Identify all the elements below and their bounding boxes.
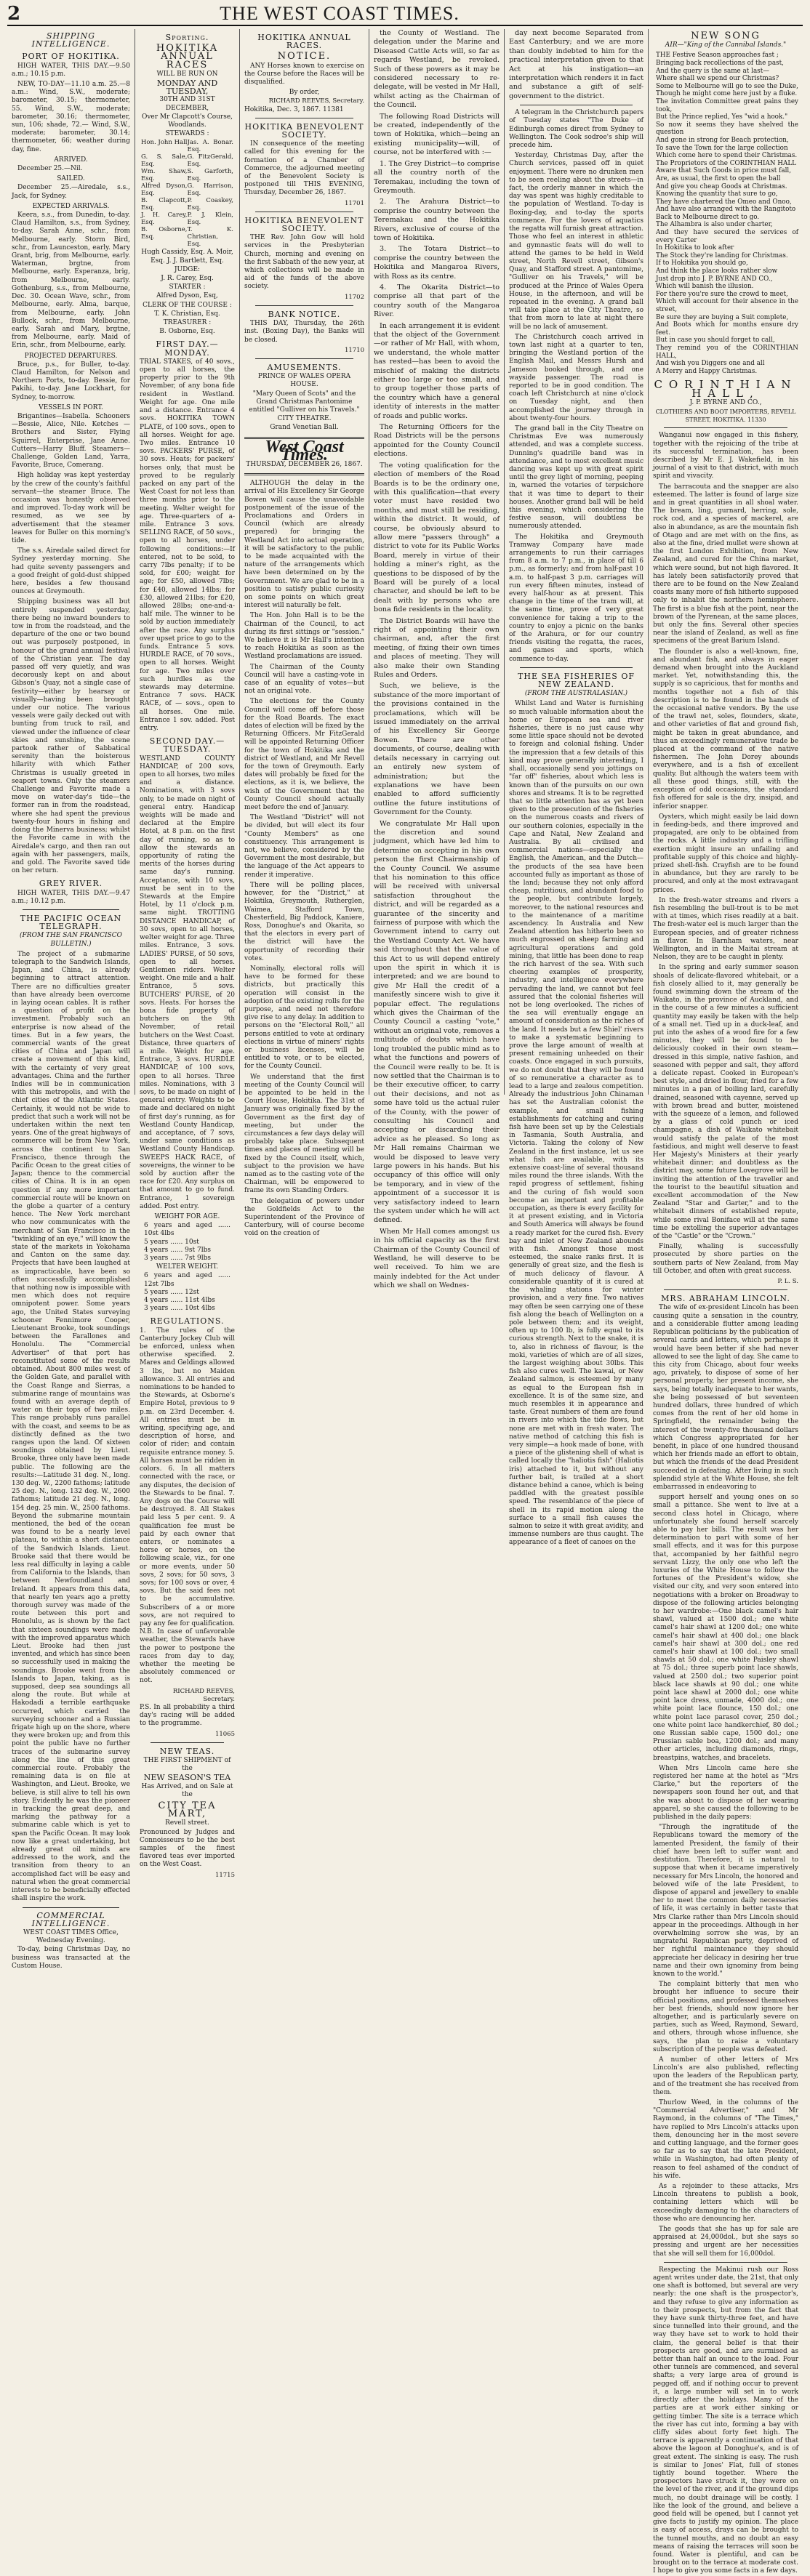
benevolent-heading-2: HOKITIKA BENEVOLENT SOCIETY. bbox=[244, 215, 364, 234]
notice-heading: NOTICE. bbox=[277, 51, 332, 63]
editorial-paragraph: When Mr Hall comes amongst us in his official capacity as the first Chairman of the County Council of Westland, he will deserve to be well received. To him we are mainly indebted for the Act under which we shall on Wednes- bbox=[374, 1227, 500, 1290]
projected-heading: PROJECTED DEPARTURES. bbox=[24, 352, 118, 360]
road-district: 2. The Arahura District—to comprise the country between the Teremakau and the Hokitika Rivers, exclusive of course of the town of Hokitika. bbox=[374, 198, 500, 242]
song-line: And gone in strong for Beach protection, bbox=[656, 136, 789, 144]
second-day-events: WESTLAND COUNTY HANDICAP, of 200 sovs, open to all horses, two miles and a distance. Nominations, with 3 sovs only, to be made on night of general entry. Handicap weights will be made and declared at the Empire Hotel, at 8 p.m. on the first day of running, so as to allow the stewards an opportunity of rating the merits of the horses during same day's running. Acceptance, with 10 sovs, must be sent in to the Stewards at the Empire Hotel, by 11 o'clock p.m. same night. TROTTING DISTANCE HANDICAP, of 30 sovs, open to all horses, welter weight for age. Three miles. Entrance, 3 sovs. LADIES' PURSE, of 50 sovs, open to all horses. Gentlemen riders. Welter weight. One mile and a half. Entrance, 5 sovs. BUTCHERS' PURSE, of 20 sovs. Heats. For horses the bona fide property of butchers on the 9th November, of retail butchers on the West Coast. Distance, three quarters of a mile. Weight for age. Entrance, 3 sovs. HURDLE HANDICAP, of 100 sovs, open to all horses. Three miles. Nominations, with 3 sovs, to be made on night of general entry. Weights to be made and declared on night of first day's running, as for Westland County Handicap, and acceptance, of 7 sovs, under same conditions as Westland County Handicap. SWEEPS HACK RACE, of sovereigns, the winner to be sold by auction after the race for £20. Any surplus on that amount to go to fund. Entrance, 1 sovereign added. Post entry. bbox=[140, 754, 235, 1210]
second-day-heading: SECOND DAY.—TUESDAY. bbox=[149, 736, 225, 754]
column-6 bbox=[649, 29, 803, 2575]
editorial-paragraph: The Westland "District" will not be divided, but will elect its four "County Members" as one constituency. This arrangement is not, we believe, considered by the Government the most desirable, but the language of the Act appears to render it imperative. bbox=[244, 814, 365, 879]
song-air: AIR—"King of the Cannibal Islands." bbox=[665, 41, 787, 49]
divider bbox=[664, 1289, 787, 1290]
commercial-office: WEST COAST TIMES Office, Wednesday Evening. bbox=[23, 1928, 119, 1945]
song-line: For there you're sure the crowd to meet, bbox=[656, 290, 788, 298]
expected-list: Keera, s.s., from Dunedin, to-day. Claud Hamilton, s.s., from Sydney, to-day. Sarah Anne, schr., from Melbourne, early. Storm Bird, schr., from Launceston, early. Mary Grant, brig, from Melbourne, early. Waterman, brgtne, from Melbourne, early. Esperanza, brig, from Melbourne, early. Gothenburg, s.s., from Melbourne, Dec. 30. Ocean Wave, schr., from Melbourne, early. Alma, barque, from Melbourne, early. John Bullock, schr., from Melbourne, early. Sarah and Mary, brgtne, from Melbourne, early. Maid of Erin, schr., from Melbourne, early. bbox=[12, 212, 130, 350]
races-notice-heading: HOKITIKA ANNUAL RACES. bbox=[257, 33, 351, 51]
fisheries-source: (FROM THE AUSTRALASIAN.) bbox=[524, 690, 628, 698]
teas-season: NEW SEASON'S TEA bbox=[143, 1773, 231, 1783]
notice-date: Hokitika, Dec. 3, 1867. 11381 bbox=[244, 105, 344, 113]
judge-name: J. R. Carey, Esq. bbox=[161, 275, 214, 283]
first-day-heading: FIRST DAY.—MONDAY. bbox=[156, 339, 219, 358]
treasurer-heading: TREASURER : bbox=[163, 319, 212, 327]
lincoln-paragraph: "Through the ingratitude of the Republicans toward the memory of the lamented President, the family of their chief have been left to suffer want and destitution. Therefore, it is natural to suppose that when it became imperatively necessary for Mrs Lincoln, the honored and beloved wife of the late President, to dispose of apparel and jewellery to enable her to meet the common daily necessaries of life, it was certainly in better taste that Mrs Clarke rather than Mrs Lincoln should appear in the proceedings. Although in her overwhelming sorrow she was, by an ungrateful Republican party, deprived of her rightful maintenance they should appreciate her delicacy in desiring her true name and their own ignominy from being known to the world." bbox=[653, 1824, 798, 1978]
news-item: A telegram in the Christchurch papers of Tuesday states "The Duke of Edinburgh comes direct from Sydney to Wellington. The Cook sodroe's ship will precede him. bbox=[509, 109, 643, 150]
steward: G. Harrison, Esq. bbox=[187, 182, 233, 198]
song-line: They remind you of the CORINTHIAN HALL, bbox=[656, 344, 798, 360]
regulations-ref: 11065 bbox=[214, 1730, 235, 1738]
song-line: Which will banish the illusion. bbox=[656, 283, 754, 291]
inport-list: Brigantines—Isabella. Schooners—Bessie, Alice, Nile. Ketches — Brothers and Sister, Flying Squirrel, Enterprise, Jane Anne. Cutters—Harry Bluff. Steamers—Challenge, Golden Land, Yarra, Favorite, Bruce, Comerang. bbox=[12, 412, 130, 470]
column-3 bbox=[240, 29, 369, 1238]
welter-heading: WELTER WEIGHT. bbox=[156, 1263, 219, 1271]
bank-notice-ref: 11710 bbox=[344, 346, 364, 354]
editorial-paragraph: The Hon. John Hall is to be the Chairman of the Council, to act during its first sittings or "session." We believe it is Mr Hall's intention to reach Hokitika as soon as the Westland proclamations are issued. bbox=[244, 612, 364, 661]
weight-heading: WEIGHT FOR AGE. bbox=[154, 1213, 220, 1220]
high-water: HIGH WATER, THIS DAY.—9.50 a.m.; 10.15 p.m. bbox=[12, 62, 130, 78]
song-line: Which will account for their absence in the street, bbox=[656, 298, 798, 313]
grey-river-heading: GREY RIVER. bbox=[39, 879, 103, 889]
races-will-be-run: WILL BE RUN ON bbox=[156, 70, 218, 78]
editorial-paragraph: Nominally, electoral rolls will have to be formed for these districts, but practically this operation will consist in the adoption of the existing rolls for the purpose, and need not therefore give rise to any delay. In addition to persons on the "Electoral Roll," all persons entitled to vote at ordinary elections in virtue of miners' rights or business licenses, will be entitled to vote, or to be elected, for the County Council. bbox=[244, 965, 364, 1071]
sailed-list: December 25.—Airedale, s.s., Jack, for Sydney. bbox=[12, 184, 130, 200]
editorial-paragraph: There will be polling places, however, for the "District," at Hokitika, Greymouth, Rutherglen, Waimea, Stafford Town, Chesterfield, Big Paddock, Kaniere, Ross, Donoghue's and Okarita, so that the electors in every part of the district will have the opportunity of recording their votes. bbox=[244, 881, 364, 962]
teas-street: Revell street. bbox=[165, 1819, 209, 1827]
fisheries-article: Whilst Land and Water is furnishing so much valuable information about the home or European sea and river fisheries, there is no just cause why some little space should not be devoted to foreign and colonial fishing. Under the impression that a few details of this kind may prove generally interesting, I shall, occasionally send you jottings on "far off" fisheries, about which less is known than of the pursuits on our own shores and streams. It is to be regretted that so little attention has as yet been given to the prosecution of the fisheries on the numerous coasts and rivers of our southern colonies, especially in the Cape and Natal, New Zealand and Australia. By all civilised and commercial nations—especially the English, the American, and the Dutch—the products of the sea have been accounted fully as important as those of the land; because they not only afford cheap, nutritious, and abundant food to the people, but contribute largely, moreover, to the national resources and to the maintenance of a maritime ascendency. In Australia and New Zealand attention has hitherto been so much engrossed on sheep farming and agricultural operations and gold mining, that little has been done to reap the rich harvest of the sea. With such cheering examples of prosperity, industry, and intelligence everywhere pervading the land, we cannot but feel assured that the colonial fisheries will not be long overlooked. The riches of the sea will eventually engage an amount of consideration as the riches of the land. It needs but a few Shiel' rivers to make a systematic beginning to prove the large amount of wealth at present remaining unheeded on their coasts. Once engaged in such pursuits, we do not doubt that they will be found of so remunerative a character as to lead to a large and zealous competition. Already the industrious John Chinaman has set the Australian colonist the example, and small fishing establishments for catching and curing fish have been set up by the Celestials in Tasmania, South Australia, and Victoria. Taking the colony of New Zealand in the first instance, let us see what fish are available, with its extensive coast-line of several thousand miles round the three islands. With the rapid progress of settlement, fishing and the curing of fish would soon become an important and profitable occupation, as there is every facility for it at present existing, and in Victoria and South America will always be found a ready market for the cured fish. Every bay and inlet of New Zealand abounds with fish. Amongst those most esteemed, the snake ranks first. It is generally of great size, and the flesh is of much delicacy of flavour. A considerable quantity of it is cured at the whaling stations for winter provision, and a very fine. Two natives may often be seen carrying one of these fish along the beach of Wellington on a pole between them; and its weight, often up to 100 lb, is fully equal to its curious strength. Next to the snake, it is to, also in richness of flavour, is the moki, varieties of which are of all sizes, the largest weighing about 30lbs. This fish also cures well. The kawai, or New Zealand salmon, is esteemed by many as equal to the European fish in excellence. It is of the same size, and much resembles it in appearance and taste. Great numbers of them are found in rivers into which the tide flows, but none are met with in fresh water. The native method of catching this fish is very simple—a hook made of bone, with a piece of the glistening shell of what is called locally the "haliotis fish" (Haliotis iris) attached to it, but without any further bait, is trailed at a short distance behind a canoe, which is being paddled with the greatest possible speed. The resemblance of the piece of shell in its rapid motion along the surface to a small fish causes the salmon to seize it with great avidity, and immense numbers are thus caught. The appearance of a fleet of canoes on the bbox=[509, 700, 643, 1547]
telegraph-source: (FROM THE SAN FRANCISCO BULLETIN.) bbox=[20, 932, 122, 948]
column-5 bbox=[505, 29, 649, 1547]
notice-body: ANY Horses known to exercise on the Course before the Races will be disqualified. bbox=[244, 62, 364, 86]
column-4 bbox=[369, 29, 505, 1290]
lincoln-paragraph: The complaint bitterly that men who brought her influence to secure their official positions, and professed themselves her best friends, should now ignore her altogether, and is particularly severe on parties, such as Weed, Raymond, Seward, and others, through whose influence, she says, the plan to raise a voluntary subscription of the people was defeated. bbox=[653, 1981, 798, 2053]
song-line: And the query is the same at last— bbox=[656, 67, 770, 75]
columns bbox=[7, 29, 803, 2575]
song-line: A Merry and Happy Christmas. bbox=[656, 367, 758, 375]
column-2 bbox=[135, 29, 240, 1879]
welter-table bbox=[140, 1272, 235, 1313]
divider bbox=[255, 305, 353, 306]
editorial-flag: West Coast Times. bbox=[265, 437, 344, 464]
column-1 bbox=[7, 29, 135, 1970]
lincoln-paragraph: Thurlow Weed, in the columns of the "Commercial Advertiser," and Mr Raymond, in the columns of "The Times," have replied to Mrs Lincoln's attacks upon them, denouncing her in the most severe and cutting language, and the former goes so far as to say that the late President, while in Washington, had often plenty of reason to feel ashamed of the conduct of his wife. bbox=[653, 2098, 798, 2180]
steward: B. Osborne, Esq. bbox=[141, 226, 188, 241]
editorial-paragraph: We congratulate Mr Hall upon the discretion and sound judgment, which have led him to determine on accepting in his own person the first Chairmanship of the County Council. We assume that his nomination to this office will be received with universal satisfaction throughout the district, and will be regarded as a guarantee of the sincerity and fairness of purpose with which the Government intend to carry out the Westland County Act. We have said throughout that the value of this Act to us will depend entirely upon the spirit in which it is interpreted; and we are bound to give Mr Hall the credit of a manifestly sincere wish to give it popular effect. The regulations which gives the Chairman of the County Council a casting "vote," without an original vote, removes a multitude of doubts which have long troubled the public mind as to what the functions and powers of the Council were really to be. It is now settled that the Chairman is to be their executive officer, to carry out their decisions, and not as some have told us the actual ruler of the County, with the power of consulting his Council and accepting or discarding their advice as he pleased. So long as Mr Hall remains Chairman we would be disposed to leave very large powers in his hands. But his occupancy of this office will only be temporary, and in view of the appointment of a successor it is very satisfactory indeed to learn the system under which he will act defined. bbox=[374, 819, 500, 1225]
corinthian-proprietor: J. P. BYRNE AND CO., bbox=[689, 398, 762, 406]
shipping-paragraph: The s.s. Airedale sailed direct for Sydney yesterday morning. She had quite seventy passengers and a good freight of gold-dust shipped here, besides a few thousand ounces at Greymouth. bbox=[12, 547, 130, 596]
song-line: Are, as usual, the first to open the ball bbox=[656, 174, 781, 182]
lincoln-paragraph: When Mrs Lincoln came here she registered her name at the hotel as "Mrs Clarke," but the reporters of the newspapers soon found her out, and that she was about to dispose of her wearing apparel, so she caused the following to be published in the daily papers: bbox=[653, 1764, 798, 1822]
regulations-heading: REGULATIONS. bbox=[150, 1316, 225, 1327]
song-line: And Boots which for months ensure dry feet. bbox=[656, 321, 798, 337]
steward: Alfred Dyson, Esq. bbox=[141, 182, 188, 198]
lincoln-heading: MRS. ABRAHAM LINCOLN. bbox=[661, 1294, 790, 1304]
song-line: They have chartered the Omeo and Onoo, bbox=[656, 198, 792, 206]
welter-row: 6 years and aged ...... 12st 7lbs bbox=[144, 1272, 230, 1288]
notice-order: By order, bbox=[289, 89, 320, 97]
fisheries-paragraph: The barracouta and the snapper are also esteemed. The latter is found of large size and in great quantities in all shoal water. The bream, ling, gurnard, herring, sole, rock cod, and a species of mackerel, are also in abundance, as are the mountain fish of Otago and are met with on the fins, as also at the fine, dried mullet were shown at the first London Exhibition, from New Zealand, and cured for the China market, which were sound, but not high flavored. It has lately been satisfactorily proved that there are to be found on the New Zealand coasts many more of fish hitherto supposed only to inhabit the northern hemisphere. The first is a blue fish at the point, near the brown of the Pyrenean, at the same places, but only the fins. Several other species near the island of Zealand, as well as fine specimens of the great Barium Island. bbox=[653, 483, 798, 645]
road-district: 3. The Totara District—to comprise the country between the Hokitika and Mangaroa Rivers, with Ross as its centre. bbox=[374, 245, 500, 281]
steward: P. J. Klein, Esq. bbox=[187, 212, 233, 227]
fisheries-paragraph: In the spring and early summer season shoals of delicate-flavored whitebait, or a fish closely allied to it, may generally be found swimming down the stream of the Waikato, in the province of Auckland, and in the course of a few minutes a sufficient quantity may easily be taken with the help of a small net. Tied up in a duck-leaf, and put into the ashes of a wood fire for a few minutes, they will be found to be deliciously cooked in their own steam—dressed in this simple, native fashion, and seasoned with pepper and salt, they afford a delicate repast. Cooked in European's best style, and dried in flour, fried for a few minutes in a pan of boiling lard, carefully drained, seasoned with cayenne, served up with brown bread and butter, moistened with the squeeze of a lemon, and followed by a glass of cold punch or iced champagne, a dish of Waikato whitebait would satisfy the palate of the most fastidious, and might well deserve to feast Her Majesty's Ministers at their yearly whitebait dinner; and doubtless as the district may, some future Lovegrove will be inviting the attention of the traveller and the tourist to the beautiful situation and excellent accommodation of the New Zealand "Star and Garter," and to the whitebait dinners of established repute, while some rival Boniface will at the same time be extolling the superior advantages of the "Castle" or the "Crown." bbox=[653, 964, 798, 1241]
arrived-heading: ARRIVED. bbox=[54, 156, 88, 164]
page-number: 2 bbox=[7, 3, 21, 25]
news-item: The grand ball in the City Theatre on Christmas Eve was numerously attended, and was a complete success. Dunning's quadrille band was in attendance, and to most excellent music dancing was kept up with great spirit until the grey light of morning, peeping in, warned the votaries of terpsichore that it was time to depart to their houses. Another grand ball will be held this evening, which considering the festive season, will doubtless be numerously attended. bbox=[509, 424, 643, 531]
stewards-list bbox=[140, 139, 235, 248]
opera-house-program: "Mary Queen of Scots" and the Grand Christmas Pantomime entitled "Gulliver on his Travels." bbox=[249, 390, 360, 414]
editorial-paragraph: The elections for the County Council will come off before those for the Road Boards. The exact dates of election will be fixed by the Returning Officers. Mr FitzGerald will be appointed Returning Officer for the town of Hokitika and the district of Westland, and Mr Revell for the town of Greymouth. Early dates will probably be fixed for the elections, as it is, we believe, the wish of the Government that the County Council should actually meet before the end of January. bbox=[244, 698, 364, 812]
races-days: MONDAY AND TUESDAY, bbox=[156, 79, 218, 97]
makinui-rush-report: Respecting the Makinui rush our Ross agent writes under date, the 21st, that only one shaft is bottomed, but several are very nearly: the one shaft is the prospector's, and they refuse to give any information as to their prospects, but from the fact that they have sunk thirty-three feet, and have since tunnelled into their ground, and the way they have set to work to hold their claim, the general belief is that their prospects are good, and are surmised as better than half an ounce to the load. Four other tunnels are commenced, and several shafts; a very large area of ground is pegged off, and if nothing occur to prevent it, a large number will set in to work directly after the holidays. Many of the parties are at work either sinking or getting timber. The site is a terrace which the river has cut into, forming a bay with cliffy sides about forty feet high. The terrace is apparently a continuation of that above the lagoon at Donoghue's, and is of great extent. The sinking is easy. The rush is similar to Jones' Flat, full of stones tightly bound together. Where the prospectors have struck it, they were on the level of the river, and if the ground dips much, no doubt drainage will be costly. I like the look of the ground, and believe a good field will be opened, but I cannot yet give facts to justify my opinion. The place is easy of access, drays can be brought to the tunnel mouths, and no doubt an easy means of raising the terraces will soon be found. Water is plentiful, and can be brought on to the terrace at moderate cost. I hope to give you some facts in a few days. bbox=[653, 2266, 798, 2575]
teas-body: Pronounced by Judges and Connoisseurs to be the best samples of the finest flavored teas ever imported on the West Coast. bbox=[140, 1828, 235, 1869]
divider bbox=[520, 667, 633, 668]
corinthian-hall-title: CORINTHIAN HALL, bbox=[654, 378, 798, 400]
weight-row: 5 years ...... 10st bbox=[144, 1238, 199, 1246]
song-line: Some to Melbourne will go to see the Duke, bbox=[656, 82, 798, 90]
song-line: Which come here to spend their Christmas. bbox=[656, 152, 798, 160]
telegraph-heading: THE PACIFIC OCEAN TELEGRAPH. bbox=[20, 913, 122, 932]
weight-row: 6 years and aged ...... 10st 4lbs bbox=[144, 1222, 230, 1238]
road-district: 4. The Okarita District—to comprise all that part of the country south of the Mangaroa River. bbox=[374, 283, 500, 319]
lincoln-paragraph: A number of other letters of Mrs Lincoln's are also published, reflecting upon the leaders of the Republican party, and of the treatment she has received from them. bbox=[653, 2056, 798, 2096]
editorial-paragraph: Such, we believe, is the substance of the more important of the provisions contained in the proclamations, which will be issued immediately on the arrival of his Excellency Sir George Bowen. There are other documents, of course, dealing with details necessary in carrying out an entirely new system of administration; but the explanations we have been enabled to afford sufficiently outline the future institutions of Government for the County. bbox=[374, 682, 500, 817]
fisheries-paragraph: Finally, whaling is successfully prosecuted by shore parties on the southern parts of New Zealand, from May till October, and often with great success. bbox=[653, 1243, 798, 1275]
city-theatre: CITY THEATRE. bbox=[277, 415, 332, 423]
benevolent-body-2: THE Rev. John Gow will hold services in the Presbyterian Church, morning and evening on the first Sabbath of the new year, at which collections will be made in aid of the funds of the above society. bbox=[244, 234, 364, 291]
song-line: To save the Town for the large collection bbox=[656, 144, 788, 152]
song-line: The Stock they're landing for Christmas. bbox=[656, 251, 788, 259]
song-line: And think the place looks rather slow bbox=[656, 267, 778, 275]
bank-notice-body: THIS DAY, Thursday, the 26th inst. (Boxing Day), the Banks will be closed. bbox=[244, 320, 364, 344]
news-item: The Hokitika and Greymouth Tramway Company have made arrangements to run their carriages from 8 a.m. to 7 p.m., in place of till 6 p.m., as formerly; and from half-past 10 a.m. to half-past 3 p.m. carriages will run every fifteen minutes, instead of every half-hour as at present. This change in the time of the tram will, at the same time, prove of very great convenience for taking a trip to the country to enjoy a picnic on the banks of the Arahura, or for our country friends visiting the regatta, the races, and games and sports, which commence to-day. bbox=[509, 533, 643, 663]
shipping-heading: SHIPPING INTELLIGENCE. bbox=[31, 31, 111, 49]
song-line: But the Prince replied, Yes "wid a hook." bbox=[656, 113, 788, 121]
weather-report: NEW, TO-DAY—11.10 a.m. 25.—8 a.m.: Wind, S.W., moderate; barometer, 30.15; thermometer, 55. Wind, S.W., moderate; barometer, 30.16; thermometer, sun, 106; shade, 72.— Wind, S.W., moderate; barometer, 30.14; thermometer, 66; weather during day, fine. bbox=[12, 81, 130, 153]
editorial-lead: ALTHOUGH the delay in the arrival of His Excellency Sir George Bowen will cause the unavoidable postponement of the issue of the Proclamations and Orders in Council (which are already prepared) for bringing the Westland Act into actual operation, it will be satisfactory to the public to be made acquainted with the nature of the arrangements which have been determined on by the Government. We are glad to be in a position to satisfy public curiosity on some points on which great interest will naturally be felt. bbox=[244, 480, 364, 610]
editorial-paragraph: The delegation of powers under the Goldfields Act to the Superintendent of the Province of Canterbury, will of course become void on the creation of bbox=[244, 1197, 364, 1238]
regulations-body: 1. The rules of the Canterbury Jockey Club will be enforced, unless when otherwise specified. 2. Mares and Geldings allowed 3 lbs, but no Maiden allowance. 3. All entries and nominations to be handed to the Stewards, at Osborne's Empire Hotel, previous to 9 p.m. on 23rd December. 4. All entries must be in writing, specifying age, and description of horse, and color of rider; and contain requisite entrance money. 5. All horses must be ridden in colors. 6. In all matters connected with the race, or any disputes, the decision of the Stewards to be final. 7. Any dogs on the Course will be destroyed. 8. All Stakes paid less 5 per cent. 9. A qualification fee must be paid by each owner that enters, or nominates a horse or horses, on the following scale, viz., for one or more events, under 50 sovs, 2 sovs; for 50 sovs, 3 sovs; for 100 sovs or over, 4 sovs. But the said fees not to be accumulative. Subscribers of a or more sovs, are not required to pay any fee for qualification. N.B. In case of unfavorable weather, the Stewards have the power to postpone the races from day to day, whether the meeting be absolutely commenced or not. bbox=[140, 1327, 235, 1685]
teas-first-shipment: THE FIRST SHIPMENT of the bbox=[143, 1757, 231, 1773]
song-line: Back to Melbourne direct to go. bbox=[656, 213, 760, 221]
opera-house: PRINCE OF WALES OPERA HOUSE. bbox=[257, 373, 351, 389]
shipping-paragraph: High holiday was kept yesterday by the crew of the county's faithful servant—the steamer Bruce. The occasion was honestly observed and improved. To-day work will be resumed, as we see by advertisement that the steamer leaves for Buller on this morning's tide. bbox=[12, 472, 130, 544]
welter-row: 5 years ...... 12st bbox=[144, 1288, 199, 1296]
steward: Wm. Shaw, Esq. bbox=[141, 168, 188, 183]
steward: B. Clapcott, Esq. bbox=[141, 197, 188, 212]
amusements-heading: AMUSEMENTS. bbox=[267, 362, 342, 372]
fisheries-paragraph: Oysters, which might easily be laid down in feeding-beds, and there improved and propagated, are only to be obtained from the rocks. A little industry and a trifling exertion might insure an unfailing and profitable supply of this choice and highly-prized shell-fish. Crayfish are to be found in abundance, but they are rarely to be procured, and only at the most extravagant prices. bbox=[653, 813, 798, 894]
weight-row: 3 years ...... 7st 9lbs bbox=[144, 1255, 211, 1263]
steward: T. K. Christian, Esq. bbox=[187, 226, 233, 249]
song-line: Bringing back recollections of the past, bbox=[656, 60, 784, 67]
telegraph-article: The project of a submarine telegraph to the Sandwich Islands, Japan, and China, is already beginning to attract attention. There are no difficulties greater than have already been overcome in laying ocean cables. It is rather a question of profit on the investment. Probably such an enterprise is now ahead of the times. But in a few years, the commercial wants of the great cities of China and Japan will create a movement of this kind, with the certainty of very great advantages. China and the further Indies will be in communication with this metropolis, and with the chief cities of the Atlantic States. Certainly, it would not be wide to predict that such a work will not be undertaken within the next ten years. One of the great highways of commerce will be from New York, across the continent to San Francisco, thence through the Pacific Ocean to the great cities of Japan; thence to the commercial cities of China. It is in an open question if any more important commercial route will be known on the globe a quarter of a century hence. The New York merchant who now communicates with the merchant of San Francisco in the "twinkling of an eye," will know the state of the markets in Yokohama and Canton on the same day. Projects that have been laughed at as impracticable, have been so often successfully accomplished that nothing now is impossible with men which does not require omnipotent power. Some years ago, the United States surveying schooner Fennimore Cooper, Lieutenant Brooke, took soundings between the Farallones and Honolulu. The "Commercial Advertiser" of that port has reconstituted some of the results obtained. About 800 miles west of the Golden Gate, and parallel with the Coast Range and Sierras, a submarine range of mountains was found with an average depth of water on their tops of two miles. This range probably runs parallel with the coast, and seems to be as distinctly defined as the two ranges upon the land. Of sixteen soundings obtained by Lieut. Brooke, three only have been made public. The following are the results:—Latitude 31 deg. N., long. 130 deg. W., 2200 fathoms; latitude 25 deg. N., long. 132 deg. W., 2600 fathoms; latitude 21 deg. N., long. 154 deg. 25 min. W., 2500 fathoms. Beyond the submarine mountain mentioned, the bed of the ocean was found to be a nearly level plateau, to within a short distance of the Sandwich Islands. Lieut. Brooke said that there would be less real difficulty in laying a cable from California to the Islands, than between Newfoundland and Ireland. It appears from this data, that nearly ten years ago a pretty thorough survey was made of the route between this port and Honolulu, as is shown by the fact that sixteen soundings were made with the improved apparatus which Lieut. Brooke had then just invented, and which has since been so successfully used in making the soundings. Brooke went from the Islands to Japan, taking, as is supposed, deep sea soundings all along the route. But while at Hakodadi a terrible earthquake occurred, which carried the surveying schooner and a Russian frigate high up on the shore, where they were broken up; and from this point the public have no further traces of the submarine survey along the line of this great commercial route. Probably the remaining data is on file at Washington, and Lieut. Brooke, we believe, is still alive to tell his own story. Evidently he was the pioneer in tracking the great deep, and marking the pathway for a submarine cable which is yet to span the Pacific Ocean. It may look now like a great undertaking, but already great oil minds are addressed to the work, and the transition from theory to an accomplished fact will be easy and natural when the great commercial interests to be beneficially effected shall inspire the work. bbox=[12, 950, 130, 1903]
fisheries-paragraph: Wanganui now engaged in this fishery, together with the rejoicing of the tribe at its successful termination, has been described by Mr E. J. Wakefield, in his journal of a visit to that district, with much spirit and vivacity. bbox=[653, 432, 798, 480]
editorial-paragraph: The District Boards will have the right of appointing their own chairman, and, after the first meeting, of fixing their own times and places of meeting. They will also make their own Standing Rules and Orders. bbox=[374, 616, 500, 680]
benevolent-ref: 11701 bbox=[344, 199, 364, 207]
benevolent-body: IN consequence of the meeting called for this evening for the formation of a Chamber of Commerce, the adjourned meeting of the Benevolent Society is postponed till THIS EVENING, Thursday, December 26, 1867. bbox=[244, 140, 364, 197]
divider bbox=[23, 909, 119, 910]
shipping-paragraph: Shipping business was all but entirely suspended yesterday, there being no inward bounders to tow in from the roadstead, and the departure of the one or two bound out was purposely postponed, in honour of the grand annual festival of the Christian year. The day passed off very quietly, and was decorously kept on and about Gibson's Quay, not a single case of festivity—either by hearsay or visually—having been brought under our notice. The various vessels were gaily decked out with bunting from truck to rail, and viewed under the influence of clear skies and sunshine, the scene partook rather of Sabbatical serenity than the boisterous hilarity with which Father Christmas is usually greeted in seaport towns. Only the steamers Challenge and Favorite made a move on water-day's tide—the former ran in from the roadstead, where she had spent the previous twenty-four hours in fishing and doing the Minerva business; whilst the Favorite came in with the Airedale's cargo, and then ran out again with her passengers, mails, and gold. The Favorite saved tide on her return. bbox=[12, 598, 130, 875]
steward: G. S. Sale, Esq. bbox=[141, 153, 188, 169]
road-district: 1. The Grey District—to comprise all the country north of the Teremakau, including the town of Greymouth. bbox=[374, 159, 500, 195]
song-heading: NEW SONG bbox=[691, 31, 761, 41]
welter-row: 4 years ...... 11st 4lbs bbox=[144, 1297, 215, 1305]
projected-list: Bruce, p.s., for Buller, to-day. Claud Hamilton, for Nelson and Northern Ports, to-day. Bessie, for Pakihi, to-day. Jane Lockhart, for Sydney, to-morrow. bbox=[12, 361, 130, 401]
divider bbox=[664, 2262, 787, 2263]
stewards-heading: STEWARDS : bbox=[165, 130, 209, 138]
song-line: But in case you should forget to call, bbox=[656, 337, 775, 345]
clerk-heading: CLERK OF THE COURSE : bbox=[143, 301, 232, 309]
weight-table bbox=[140, 1222, 235, 1263]
fisheries-paragraph: In the fresh-water streams and rivers a fish resembling the bull-trout is to be met with at times, which rises readily at a bait. The fresh-water eel is much larger than the European species, and of greater richness in flavor. In Barnham waters, near Wellington, and in the Maitai stream at Nelson, they are to be caught in plenty. bbox=[653, 896, 798, 962]
fisheries-continued bbox=[653, 432, 798, 1494]
song-line: Just drop into J. P. BYRNE AND CO., bbox=[656, 275, 773, 283]
notice-signature: RICHARD REEVES, Secretary. bbox=[268, 97, 364, 105]
editorial-paragraph: The Chairman of the County Council will have a casting-vote in case of an equality of votes—but not an original vote. bbox=[244, 663, 364, 696]
divider bbox=[23, 1907, 119, 1908]
sub-column-a bbox=[653, 432, 798, 1494]
news-item: Yesterday, Christmas Day, after the Church services, passed off in quiet enjoyment. There were no drunken men to be seen reeling about the streets—in fact, the orderly manner in which the day was spent was highly creditable to the population of Westland. To-day is Boxing-day, and to-day the sports commence. For the lovers of aquatics the regatta will furnish great attraction. Those who feel an interest in athletic and gymnastic feats will do well to attend the games to be held in Weld street, North Revell street, Gibson's Quay, and Stafford street. A pantomime, "Gulliver on his Travels," will be produced at the Prince of Wales Opera House, in the afternoon, and will be repeated in the evening. A grand ball will take place at the City Theatre, so that from morn to late at night there will be no lack of amusement. bbox=[509, 152, 643, 331]
steward: P. Coaskey, Esq. bbox=[187, 197, 233, 212]
benevolent-ref-2: 11702 bbox=[344, 293, 364, 301]
song-line: In Hokitika to look after bbox=[656, 244, 734, 252]
new-teas-heading: NEW TEAS. bbox=[159, 1746, 215, 1756]
song-line: THE Festive Season approaches fast ; bbox=[656, 52, 779, 60]
song-line: Aware that Such Goods in price must fall, bbox=[656, 167, 791, 175]
masthead bbox=[7, 3, 803, 26]
starter-heading: STARTER : bbox=[169, 283, 206, 291]
first-day-events: TRIAL STAKES, of 40 sovs., open to all horses, the property prior to the 9th November, of any bona fide resident in Westland. Weight for age. One mile and a distance. Entrance 4 sovs. HOKITIKA TOWN PLATE, of 100 sovs., open to all horses. Weight for age. Two miles. Entrance 10 sovs. PACKERS' PURSE, of 30 sovs. Heats; for packers' horses only, that must be proved to be regularly packed on any part of the West Coast for not less than three months prior to the meeting. Welter weight for age. Three-quarters of a-mile. Entrance 3 sovs. SELLING RACE, of 50 sovs., open to all horses, under following conditions:—If entered, not to be sold, to carry 7lbs penalty; if to be sold, for £00; weight for age; for £50, allowed 7lbs; for £40, allowed 14lbs; for £30, allowed 21lbs; for £20, allowed 28lbs; one-and-a-half mile. The winner to be sold by auction immediately after the race. Any surplus over upset price to go to the funds. Entrance 5 sovs. HURDLE RACE, of 70 sovs., open to all horses. Weight for age. Two miles over such hurdles as the stewards may determine. Entrance 7 sovs. HACK RACE, of — sovs., open to all horses. One mile. Entrance 1 sov. added. Post entry. bbox=[140, 358, 235, 733]
regulations-ps: P.S. In all probability a third day's racing will be added to the programme. bbox=[140, 1703, 235, 1728]
commercial-body: To-day, being Christmas Day, no business was transacted at the Custom House. bbox=[12, 1946, 130, 1970]
races-course: Over Mr Clapcott's Course, Woodlands. bbox=[141, 113, 233, 129]
grey-high-water: HIGH WATER, THIS DAY.—9.47 a.m.; 10.12 p.m. bbox=[12, 889, 130, 905]
editorial-date: THURSDAY, DECEMBER 26, 1867. bbox=[246, 460, 363, 468]
editorial-paragraph: The following Road Districts will be created, independently of the town of Hokitika, which—being an existing municipality—will, of course, not be interfered with :— bbox=[374, 112, 500, 157]
steward: G. FitzGerald, Esq. bbox=[187, 153, 233, 169]
divider bbox=[255, 358, 353, 359]
welter-row: 3 years ...... 10st 4lbs bbox=[144, 1305, 215, 1313]
song-line: The Alhambra is also under charter, bbox=[656, 221, 773, 229]
song-line: So now it seems they have shelved the question bbox=[656, 121, 798, 137]
song-line: Though he might come here just by a fluke. bbox=[656, 90, 798, 98]
city-theatre-program: Grand Venetian Ball. bbox=[270, 424, 339, 432]
editorial-paragraph: In each arrangement it is evident that the object of the Government—or rather of Mr Hall, with whom, we understand, the whole matter has rested—has been to avoid the mischief of making the districts either too large or too small, and to group together those parts of the country which have a general identity of interests in the matter of roads and public works. bbox=[374, 321, 500, 420]
divider bbox=[244, 473, 364, 475]
port-heading: PORT OF HOKITIKA. bbox=[22, 52, 120, 62]
city-tea-mart: CITY TEA MART, bbox=[158, 1800, 217, 1820]
paper-title: THE WEST COAST TIMES. bbox=[220, 3, 460, 24]
regulations-signature: RICHARD REEVES, Secretary. bbox=[172, 1687, 235, 1703]
fisheries-paragraph: The flounder is also a well-known, fine, and abundant fish, and always in eager demand when brought into the Auckland market. Yet, notwithstanding this, the supply is so capricious, that for months and months together not a fish of this description is to be found in the hands of the occasional native vendors. By the use of the trawl net, soles, flounders, skate, and other varieties of flat and ground fish, might be taken in great abundance, and thus an exceedingly remunerative trade be placed at the command of the native fishermen. The John Dorey abounds everywhere, and is a fish of excellent quality. But although the waters teem with all these good things, still, with the exception of odd occasions, the standard fish offered for sale is the dry, insipid, and inferior snapper. bbox=[653, 648, 798, 810]
teas-ref: 11715 bbox=[214, 1871, 235, 1879]
stewards-more: Hugh Cassidy, Esq. A. Moir, Esq. J. J. Bartlett, Esq. bbox=[141, 249, 233, 265]
bank-notice-heading: BANK NOTICE. bbox=[268, 309, 341, 319]
corinthian-address: CLOTHIERS AND BOOT IMPORTERS, REVELL STREET, HOKITIKA. 11330 bbox=[655, 408, 796, 424]
sporting-heading: Sporting. bbox=[165, 33, 209, 42]
song-line: And they have secured the services of every Carter bbox=[656, 229, 798, 244]
song-line: The invitation Committee great pains they took, bbox=[656, 97, 798, 113]
editorial-paragraph: The Returning Officers for the Road Districts will be the persons appointed for the County Council elections. bbox=[374, 423, 500, 459]
song-line: The Proprietors of the CORINTHIAN HALL bbox=[656, 159, 797, 167]
divider bbox=[664, 427, 787, 428]
song-line: Be sure they are buying a Suit complete, bbox=[656, 313, 789, 321]
expected-heading: EXPECTED ARRIVALS. bbox=[32, 202, 110, 210]
weight-row: 4 years ...... 9st 7lbs bbox=[144, 1246, 211, 1254]
benevolent-heading: HOKITIKA BENEVOLENT SOCIETY. bbox=[244, 121, 364, 140]
starter-name: Alfred Dyson, Esq, bbox=[156, 292, 218, 300]
clerk-name: T. K. Christian, Esq. bbox=[154, 310, 220, 318]
races-ad-title: HOKITIKA ANNUAL RACES bbox=[156, 43, 219, 71]
steward: Hon. John Hall bbox=[141, 139, 188, 147]
song-line: And wish you Diggers one and all bbox=[656, 360, 765, 368]
editorial-paragraph: The voting qualification for the election of members of the Road Boards is to be the ordinary one, with this qualification—that every voter must have resided two months, and must still be residing, within the district. It would, of course, be obviously absurd to allow mere "passers through" a district to vote for its Public Works Board, merely in virtue of their holding a miner's right, as the questions to be disposed of by the Board will be purely of a local character, and should be left to be dealt with by persons who are bona fide residents in the locality. bbox=[374, 461, 500, 614]
editorial-paragraph: We understand that the first meeting of the County Council will be appointed to be held in the Court House, Hokitika. The 31st of January was originally fixed by the Government as the first day of meeting, but under the circumstances a few days delay will probably take place. Subsequent times and places of meeting will be fixed by the Council itself, which, subject to the provision we have named as to the casting vote of the Chairman, will be empowered to frame its own Standing Orders. bbox=[244, 1073, 364, 1195]
inport-heading: VESSELS IN PORT. bbox=[39, 403, 103, 411]
sailed-heading: SAILED. bbox=[57, 175, 85, 183]
song-verse bbox=[653, 52, 798, 375]
fisheries-signature: P. L. S. bbox=[777, 1278, 798, 1286]
races-dates: 30TH AND 31ST DECEMBER, bbox=[159, 96, 215, 112]
song-line: And have also arranged with the Rangitoto bbox=[656, 206, 796, 214]
song-line: And give you cheap Goods at Christmas. bbox=[656, 182, 787, 190]
lincoln-paragraph: The goods that she has up for sale are appraised at 24,000dol., but she says so pressing and urgent are her necessities that she will sell them for 16,000dol. bbox=[653, 2226, 798, 2258]
judge-heading: JUDGE: bbox=[174, 265, 201, 273]
fisheries-heading: THE SEA FISHERIES OF NEW ZEALAND. bbox=[518, 671, 635, 690]
editorial-paragraph: day next become Separated from East Canterbury; and we are more than doubly indebted to him for the practical interpretation given to that Act at his instigation—an interpretation which renders it in fact and substance a gift of self-government to the district. bbox=[509, 29, 643, 100]
divider bbox=[151, 1742, 224, 1743]
steward: S. Garforth, Esq. bbox=[187, 168, 233, 183]
treasurer-name: B. Osborne, Esq. bbox=[159, 328, 215, 336]
song-line: Where shall we spend our Christmas? bbox=[656, 75, 779, 83]
teas-arrived: Has Arrived, and on Sale at the bbox=[141, 1782, 233, 1798]
lincoln-paragraph: As a rejoinder to these attacks, Mrs Lincoln threatens to publish a book, containing letters which will be exceedingly damaging to the characters of those who are denouncing her. bbox=[653, 2183, 798, 2223]
news-item: The Christchurch coach arrived in town last night at a quarter to ten, bringing the Westland portion of the English Mail, and Messrs Hursh and Jameson booked through, and one wayside passenger. The road is reported to be in good condition. The coach left Christchurch at nine o'clock on Tuesday night, and then accomplished the journey through in about twenty-four hours. bbox=[509, 333, 643, 422]
arrived-list: December 25.—Nil. bbox=[17, 165, 83, 173]
commercial-heading: COMMERCIAL INTELLIGENCE. bbox=[31, 1910, 111, 1928]
editorial-paragraph: the County of Westland. The delegation under the Marine and Diseased Cattle Acts will, so far as regards Westland, be revoked. Such of these powers as it may be considered necessary to re-delegate, will be vested in Mr Hall, whilst acting as the Chairman of the Council. bbox=[374, 29, 500, 110]
steward: Jas. A. Bonar. Esq. bbox=[187, 139, 233, 154]
lincoln-paragraph: The wife of ex-president Lincoln has been causing quite a sensation in the country, and a considerable flutter among leading Republican politicians by the publication of several cards and letters, which perhaps it would have been better if she had never allowed to see the light of day. She came to this city from Chicago, about four weeks ago, privately, to dispose of some of her personal property, her present income, she says, being totally inadequate to her wants, she being possessed of but seventeen hundred dollars, three hundred of which comes from the rent of her old home in Springfield, the remainder being the interest of the twenty-five thousand dollars which Congress appropriated for her benefit, in place of one hundred thousand which her friends made an effort to obtain, but which the friends of the dead President succeeded in defeating. After living in such splendid style at the White House, she felt embarrassed in endeavoring to bbox=[653, 1304, 798, 1491]
lincoln-paragraph: support herself and young ones on so small a pittance. She went to live at a second class hotel in Chicago, where unfortunately she found herself scarcely able to pay her bills. The result was her determination to part with some of her small effects, and it was for this purpose that, accompanied by her faithful negro servant Lizzy, the only one who left the luxuries of the White House to follow the fortunes of the President's widow, she visited our city, and very soon entered into negotiations with a broker on Broadway to dispose of the following articles belonging to her wardrobe:—One black camel's hair shawl, valued at 1500 dol.; one white camel's hair shawl at 1200 dol.; one white camel's hair shawl at 400 dol.; one black camel's hair shawl at 300 dol.; one red camel's hair shawl at 100 dol.; two small shawls at 50 dol.; one white Paisley shawl at 75 dol.; three superb point lace shawls, valued at 2500 dol.; two superior point black lace shawls at 90 dol.; one white point lace shawl at 2000 dol.; one white point lace dress, unmade, 4000 dol.; one white point lace flounce, 150 dol.; one white point lace parasol cover, 250 dol.; one white point lace handkerchief, 80 dol.; one Russian sable cape, 1500 dol.; one Prussian sable boa, 1200 dol.; and many other articles, including diamonds, rings, breastpins, watches, and bracelets. bbox=[653, 1494, 798, 1762]
song-line: If to Hokitika you should go, bbox=[656, 259, 748, 267]
steward: J. H. Carey, Esq. bbox=[141, 212, 188, 227]
song-line: Knowing the quantity that sure to go, bbox=[656, 190, 778, 198]
